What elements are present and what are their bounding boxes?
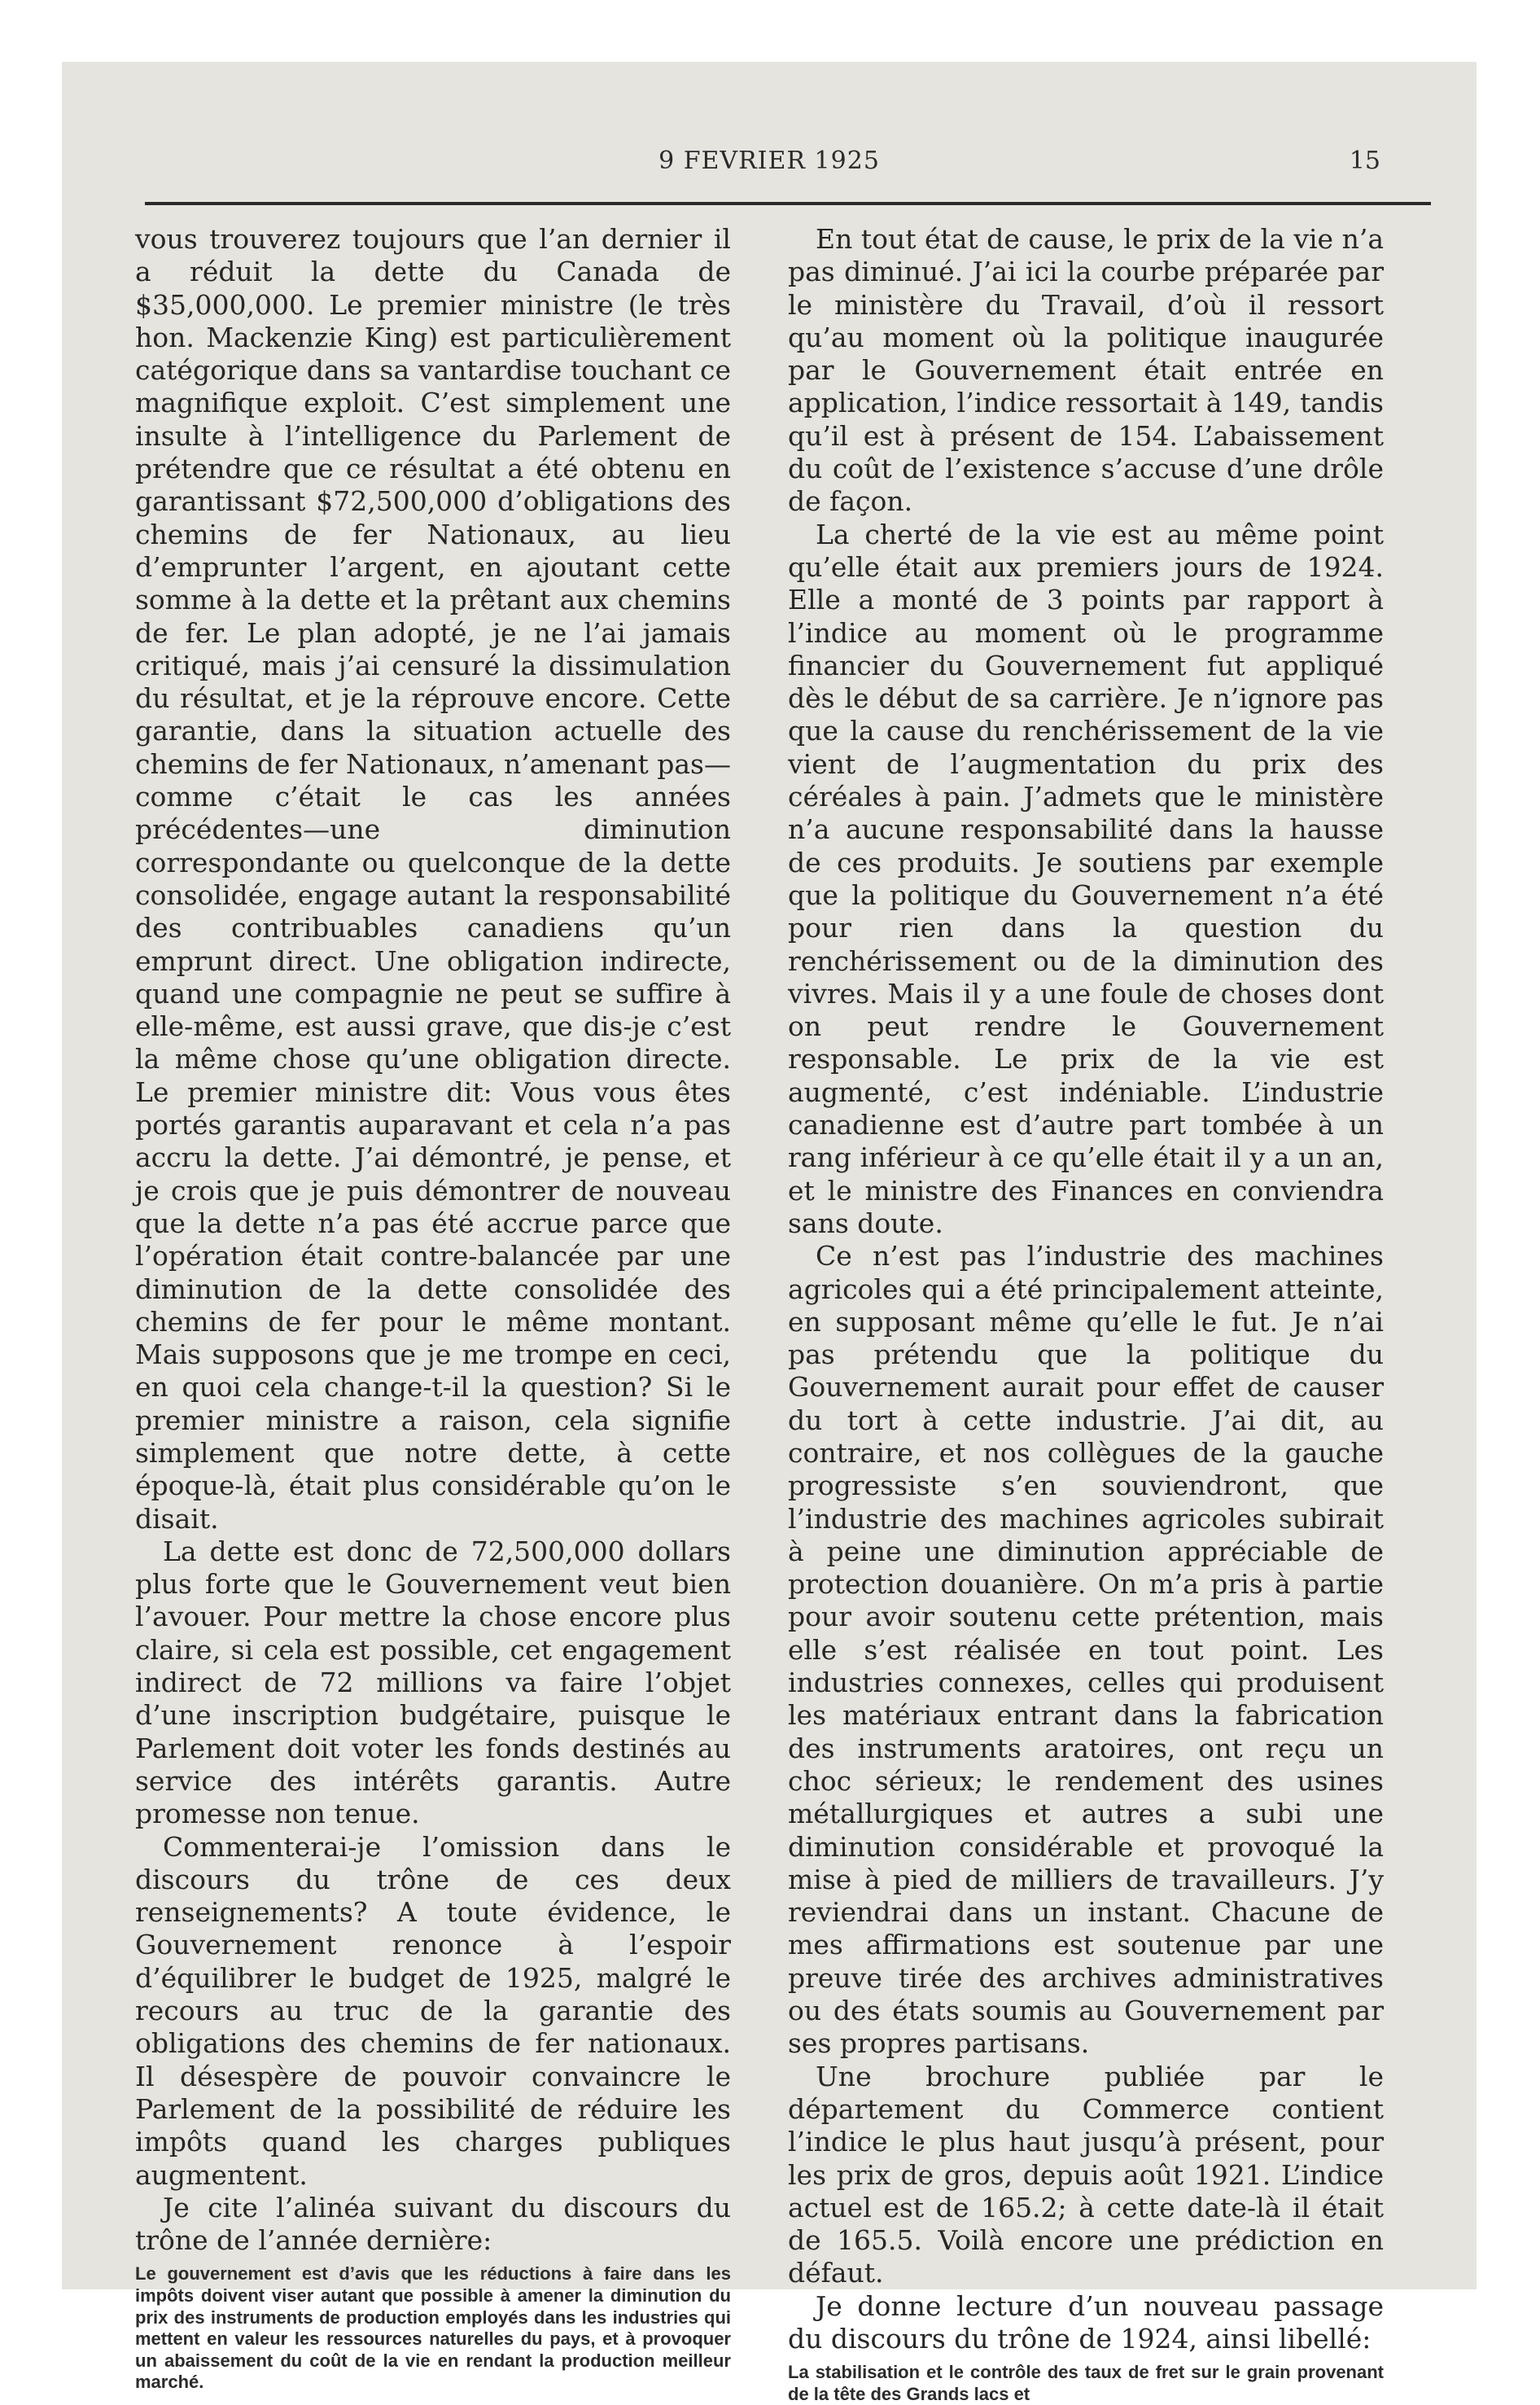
quoted-passage: Le gouvernement est d’avis que les réductions à faire dans les impôts doivent viser autant que possible à amener la diminution du prix des instruments de production employés dans les industries qui mettent en valeur les ressources naturelles du pays, et à provoquer un abaissement du coût de la vie en rendant la production meilleur marché. [135,2263,731,2393]
paragraph: La cherté de la vie est au même point qu’elle était aux premiers jours de 1924. Elle a monté de 3 points par rapport à l’indice au moment où le programme financier du Gouvernement fut appliqué dès le début de sa carrière. Je n’ignore pas que la cause du renchérissement de la vie vient de l’augmentation du prix des céréales à pain. J’admets que le ministère n’a aucune responsabilité dans la hausse de ces produits. Je soutiens par exemple que la politique du Gouvernement n’a été pour rien dans la question du renchérissement ou de la diminution des vivres. Mais il y a une foule de choses dont on peut rendre le Gouvernement responsable. Le prix de la vie est augmenté, c’est indéniable. L’industrie canadienne est d’autre part tombée à un rang inférieur à ce qu’elle était il y a un an, et le ministre des Finances en conviendra sans doute. [788,518,1384,1239]
page-number: 15 [1349,147,1380,175]
paragraph: Une brochure publiée par le département du Commerce contient l’indice le plus haut jusqu’à présent, pour les prix de gros, depuis août 1921. L’indice actuel est de 165.2; à cette date-là il était de 165.5. Voilà encore une prédiction en défaut. [788,2060,1384,2289]
paragraph: La dette est donc de 72,500,000 dollars plus forte que le Gouvernement veut bien l’avouer. Pour mettre la chose encore plus claire, si cela est possible, cet engagement indirect de 72 millions va faire l’objet d’une inscription budgétaire, puisque le Parlement doit voter les fonds destinés au service des intérêts garantis. Autre promesse non tenue. [135,1535,731,1830]
paragraph: Je cite l’alinéa suivant du discours du trône de l’année dernière: [135,2191,731,2257]
running-head [62,147,1477,195]
right-column [788,223,1384,2405]
paragraph: vous trouverez toujours que l’an dernier il a réduit la dette du Canada de $35,000,000. Le premier ministre (le très hon. Mackenzie King) est particulièrement catégorique dans sa vantardise touchant ce magnifique exploit. C’est simplement une insulte à l’intelligence du Parlement de prétendre que ce résultat a été obtenu en garantissant $72,500,000 d’obligations des chemins de fer Nationaux, au lieu d’emprunter l’argent, en ajoutant cette somme à la dette et la prêtant aux chemins de fer. Le plan adopté, je ne l’ai jamais critiqué, mais j’ai censuré la dissimulation du résultat, et je la réprouve encore. Cette garantie, dans la situation actuelle des chemins de fer Nationaux, n’amenant pas—comme c’était le cas les années précédentes—une diminution correspondante ou quelconque de la dette consolidée, engage autant la responsabilité des contribuables canadiens qu’un emprunt direct. Une obligation indirecte, quand une compagnie ne peut se suffire à elle-même, est aussi grave, que dis-je c’est la même chose qu’une obligation directe. Le premier ministre dit: Vous vous êtes portés garantis auparavant et cela n’a pas accru la dette. J’ai démontré, je pense, et je crois que je puis démontrer de nouveau que la dette n’a pas été accrue parce que l’opération était contre-balancée par une diminution de la dette consolidée des chemins de fer pour le même montant. Mais supposons que je me trompe en ceci, en quoi cela change-t-il la question? Si le premier ministre a raison, cela signifie simplement que notre dette, à cette époque-là, était plus considérable qu’on le disait. [135,223,731,1535]
header-date: 9 FEVRIER 1925 [658,147,880,175]
paragraph: En tout état de cause, le prix de la vie n’a pas diminué. J’ai ici la courbe préparée par le ministère du Travail, d’où il ressort qu’au moment où la politique inaugurée par le Gouvernement était entrée en application, l’indice ressortait à 149, tandis qu’il est à présent de 154. L’abaissement du coût de l’existence s’accuse d’une drôle de façon. [788,223,1384,518]
left-column [135,223,731,2394]
paragraph: Je donne lecture d’un nouveau passage du discours du trône de 1924, ainsi libellé: [788,2289,1384,2355]
paragraph: Ce n’est pas l’industrie des machines agricoles qui a été principalement atteinte, en supposant même qu’elle le fut. Je n’ai pas prétendu que la politique du Gouvernement aurait pour effet de causer du tort à cette industrie. J’ai dit, au contraire, et nos collègues de la gauche progressiste s’en souviendront, que l’industrie des machines agricoles subirait à peine une diminution appréciable de protection douanière. On m’a pris à partie pour avoir soutenu cette prétention, mais elle s’est réalisée en tout point. Les industries connexes, celles qui produisent les matériaux entrant dans la fabrication des instruments aratoires, ont reçu un choc sérieux; le rendement des usines métallurgiques et autres a subi une diminution considérable et provoqué la mise à pied de milliers de travailleurs. J’y reviendrai dans un instant. Chacune de mes affirmations est soutenue par une preuve tirée des archives administratives ou des états soumis au Gouvernement par ses propres partisans. [788,1240,1384,2060]
header-rule [145,202,1431,205]
page-scan [62,62,1477,2404]
paragraph: Commenterai-je l’omission dans le discours du trône de ces deux renseignements? A toute évidence, le Gouvernement renonce à l’espoir d’équilibrer le budget de 1925, malgré le recours au truc de la garantie des obligations des chemins de fer nationaux. Il désespère de pouvoir convaincre le Parlement de la possibilité de réduire les impôts quand les charges publiques augmentent. [135,1830,731,2191]
quoted-passage: La stabilisation et le contrôle des taux de fret sur le grain provenant de la tête des Grands lacs et [788,2362,1384,2404]
